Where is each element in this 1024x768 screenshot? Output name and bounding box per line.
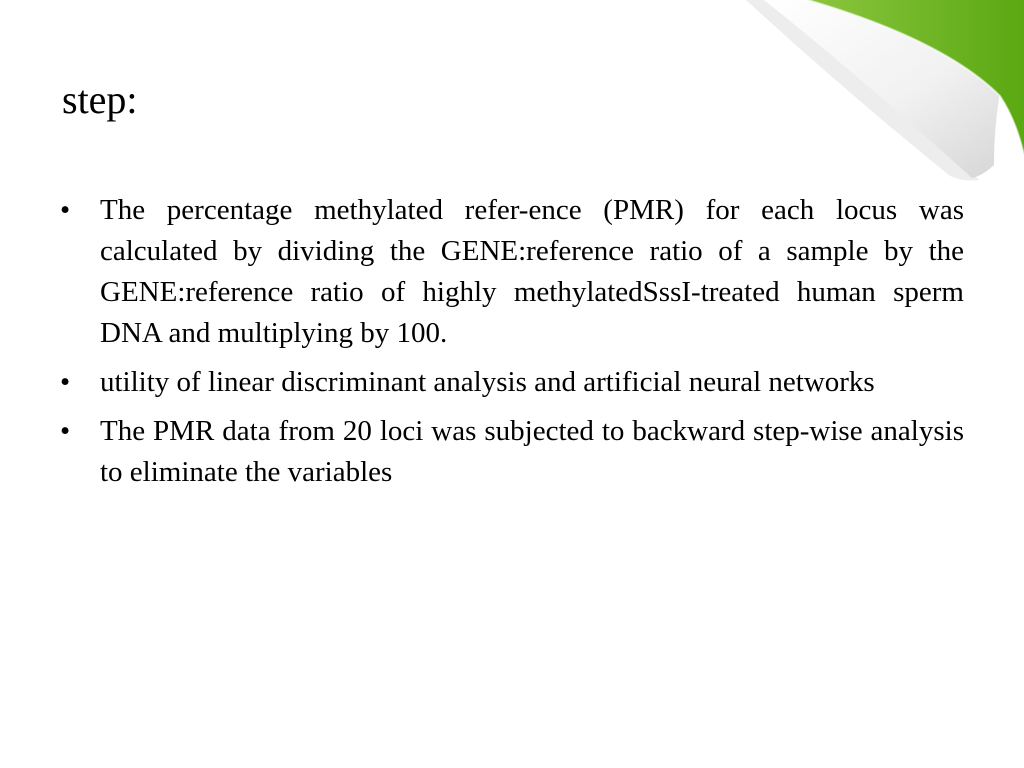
bullet-item	[60, 411, 964, 493]
page-curl-decoration	[724, 0, 1024, 200]
bullet-list	[60, 190, 964, 501]
bullet-text: The percentage methylated refer-ence (PMR) for each locus was calculated by dividing the GENE:reference ratio of a sample by the GENE:reference ratio of highly methylatedSssI-treated human sperm DNA and multiplying by 100.	[100, 194, 964, 349]
bullet-marker: •	[60, 194, 71, 226]
bullet-marker: •	[60, 415, 71, 447]
bullet-marker: •	[60, 366, 71, 398]
bullet-item	[60, 362, 964, 403]
bullet-text: The PMR data from 20 loci was subjected to backward step-wise analysis to eliminate the variables	[100, 415, 964, 488]
bullet-item	[60, 190, 964, 354]
bullet-text: utility of linear discriminant analysis and artificial neural networks	[100, 366, 875, 398]
slide-title: step:	[62, 77, 138, 122]
